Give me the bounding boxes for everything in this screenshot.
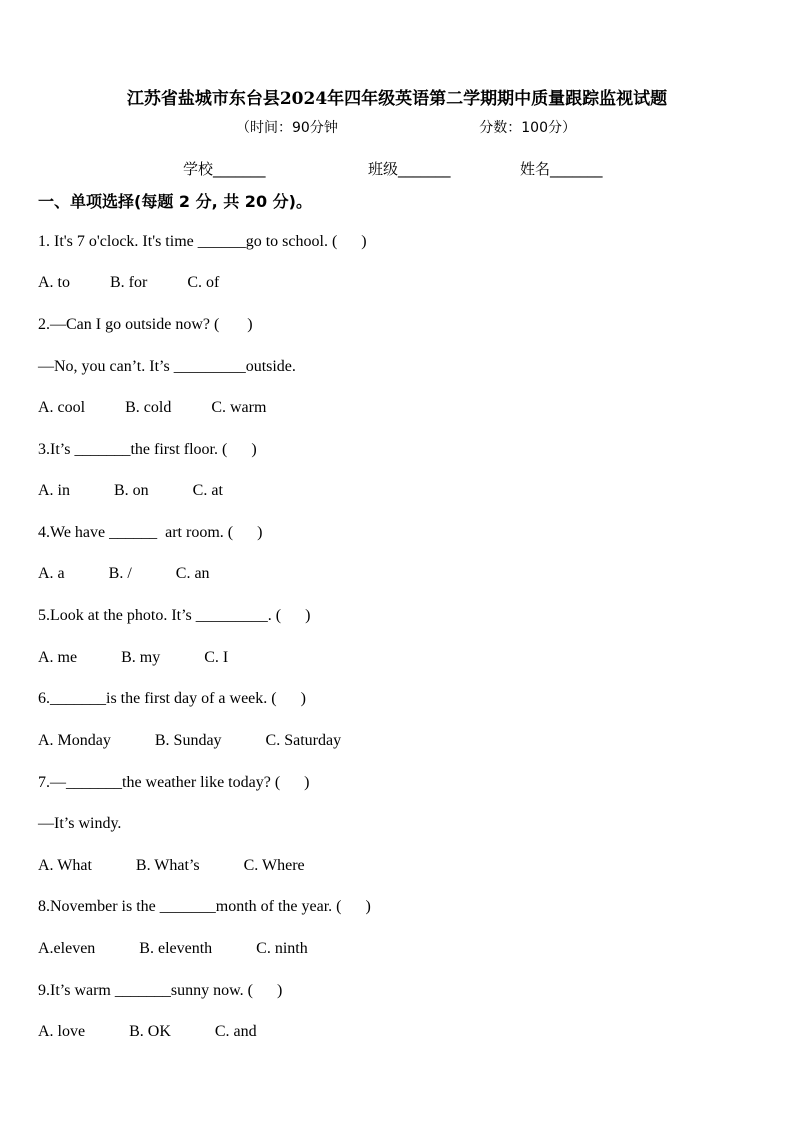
question-line: 8.November is the _______month of the year. ( ) — [38, 898, 371, 915]
options-line: A. Monday B. Sunday C. Saturday — [38, 732, 342, 749]
options-line: A. What B. What’s C. Where — [38, 857, 305, 874]
question-line: 7.—_______the weather like today? ( ) — [38, 774, 310, 791]
question-line: —No, you can’t. It’s _________outside. — [38, 358, 296, 375]
question-line: 1. It's 7 o'clock. It's time ______go to school. ( ) — [38, 233, 367, 250]
name-field: 姓名_______ — [520, 160, 603, 178]
options-line: A. to B. for C. of — [38, 274, 220, 291]
options-line: A.eleven B. eleventh C. ninth — [38, 940, 308, 957]
question-line: 3.It’s _______the first floor. ( ) — [38, 441, 257, 458]
exam-time: （时间：90分钟 — [236, 120, 338, 136]
school-field: 学校_______ — [183, 160, 266, 178]
options-line: A. me B. my C. I — [38, 649, 229, 666]
question-line: 2.—Can I go outside now? ( ) — [38, 316, 253, 333]
question-line: 9.It’s warm _______sunny now. ( ) — [38, 982, 283, 999]
question-line: 4.We have ______ art room. ( ) — [38, 524, 263, 541]
exam-score: 分数：100分） — [479, 120, 576, 136]
options-line: A. in B. on C. at — [38, 482, 223, 499]
question-line: 6._______is the first day of a week. ( ) — [38, 690, 306, 707]
class-field: 班级_______ — [368, 160, 451, 178]
section-title: 一、单项选择(每题 2 分, 共 20 分)。 — [38, 192, 312, 211]
options-line: A. a B. / C. an — [38, 565, 210, 582]
options-line: A. love B. OK C. and — [38, 1023, 257, 1040]
page-title: 江苏省盐城市东台县2024年四年级英语第二学期期中质量跟踪监视试题 — [126, 89, 668, 109]
question-line: 5.Look at the photo. It’s _________. ( ) — [38, 607, 311, 624]
student-info — [0, 158, 794, 180]
exam-meta — [236, 117, 576, 137]
question-line: —It’s windy. — [38, 815, 122, 832]
options-line: A. cool B. cold C. warm — [38, 399, 267, 416]
